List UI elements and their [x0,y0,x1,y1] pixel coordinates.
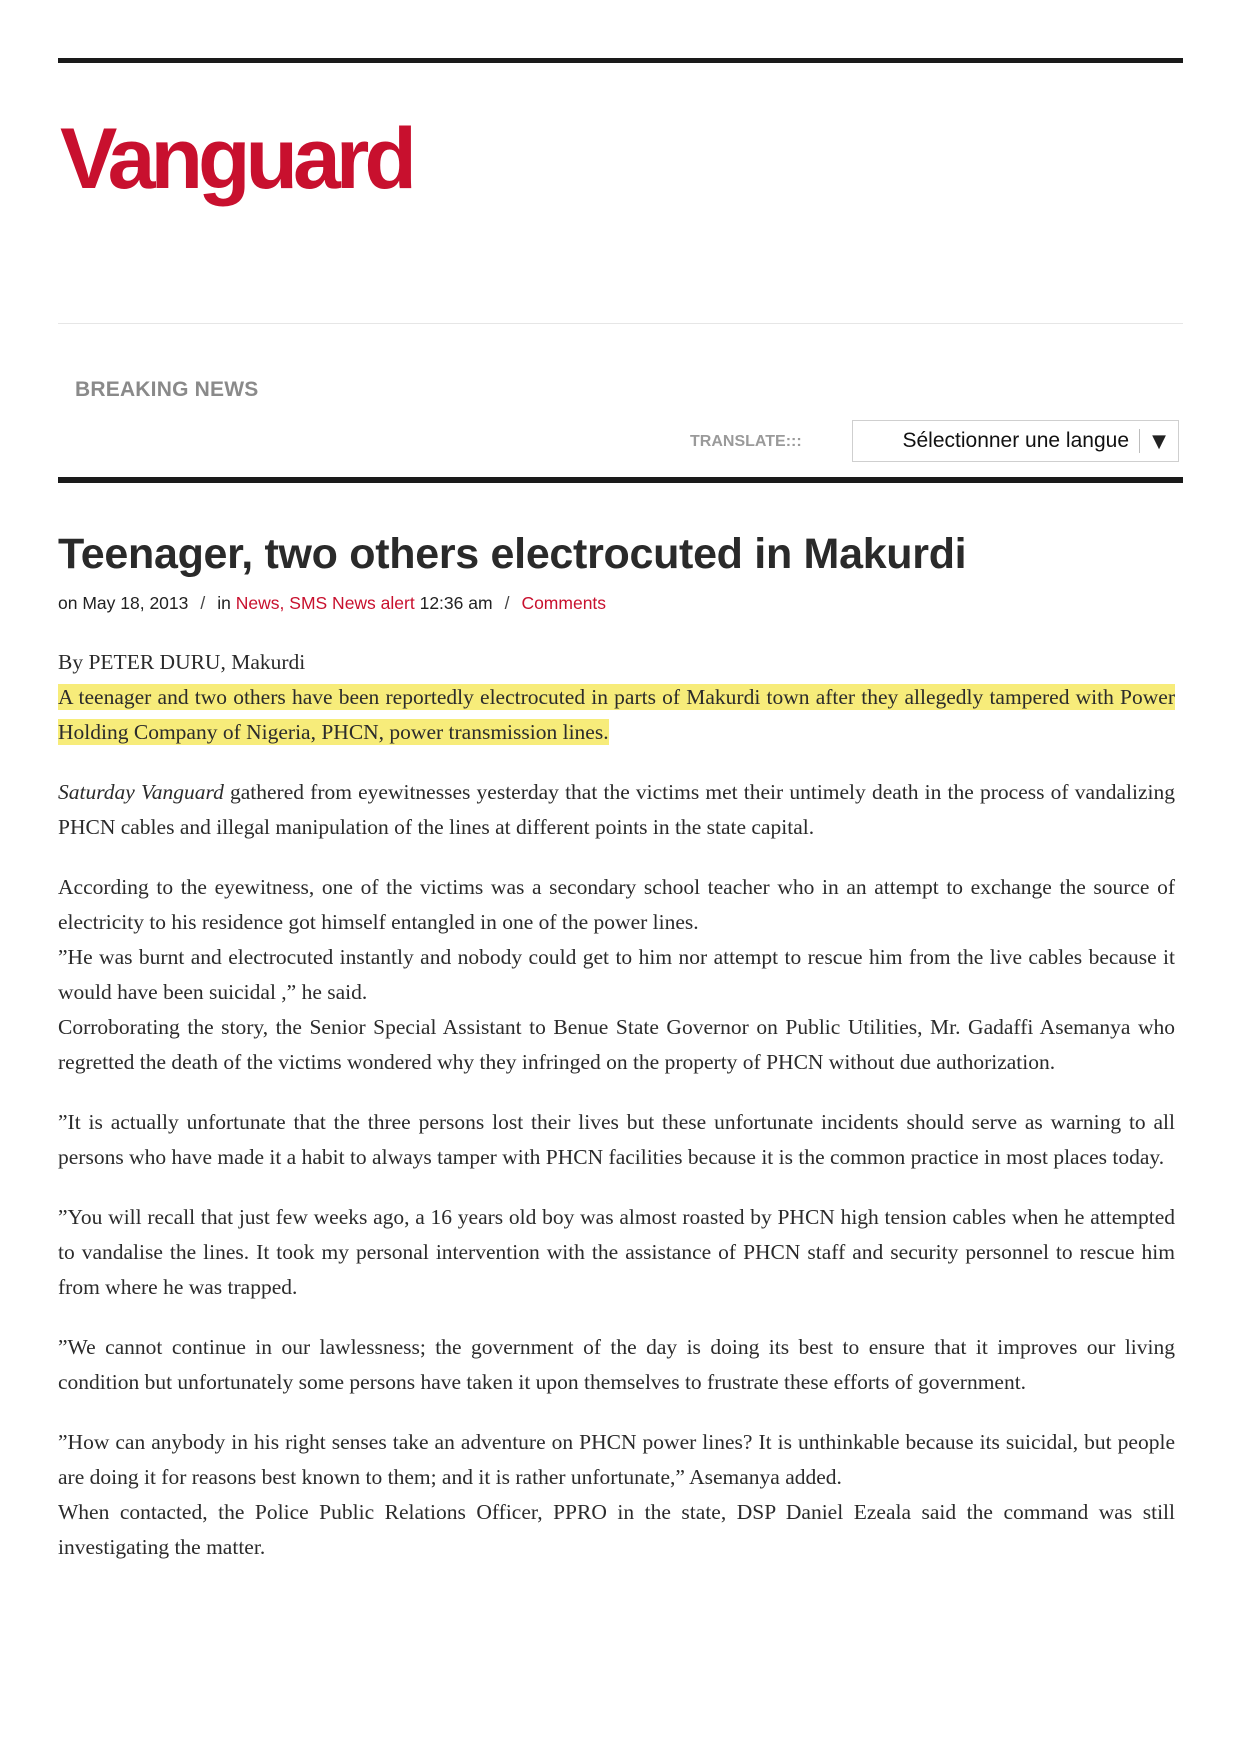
paragraph: ”You will recall that just few weeks ago, a 16 years old boy was almost roasted by PHCN high tension cables when he attempted to vandalise the lines. It took my personal intervention with the assistance of PHCN staff and security personnel to rescue him from where he was trapped. [58,1205,1175,1299]
article-title: Teenager, two others electrocuted in Makurdi [58,530,967,578]
article-body [58,645,1175,1565]
meta-slash: / [504,593,510,613]
paragraph: When contacted, the Police Public Relations Officer, PPRO in the state, DSP Daniel Ezeala said the command was still investigating the matter. [58,1500,1175,1559]
paragraph-text: gathered from eyewitnesses yesterday that the victims met their untimely death in the process of vandalizing PHCN cables and illegal manipulation of the lines at different points in the state capital. [58,780,1176,839]
paragraph: According to the eyewitness, one of the victims was a secondary school teacher who in an attempt to exchange the source of electricity to his residence got himself entangled in one of the power lines. [58,875,1175,934]
highlighted-lead: A teenager and two others have been reportedly electrocuted in parts of Makurdi town after they allegedly tampered with Power Holding Company of Nigeria, PHCN, power transmission lines. [58,685,1175,744]
article-time: 12:36 am [419,593,493,613]
language-select-value: Sélectionner une langue [902,429,1129,452]
nav-bottom-rule [58,477,1183,483]
paragraph: ”He was burnt and electrocuted instantly and nobody could get to him nor attempt to rescue him from the live cables because it would have been suicidal ,” he said. [58,945,1175,1004]
top-rule [58,58,1183,63]
meta-in: in [217,593,231,613]
breaking-news-label[interactable]: BREAKING NEWS [75,378,259,401]
chevron-down-icon[interactable]: ▼ [1152,430,1166,452]
translate-label: TRANSLATE::: [690,433,802,450]
paragraph: Corroborating the story, the Senior Special Assistant to Benue State Governor on Public Utilities, Mr. Gadaffi Asemanya who regretted the death of the victims wondered why they infringed on the property of PHCN without due authorization. [58,1015,1175,1074]
publication-name: Saturday Vanguard [58,780,224,804]
comments-link[interactable]: Comments [521,593,607,613]
header-divider [58,323,1183,324]
category-separator: , [279,593,285,613]
category-link-sms-news-alert[interactable]: SMS News alert [289,593,415,613]
article-date: on May 18, 2013 [58,593,189,613]
meta-slash: / [200,593,206,613]
vanguard-logo[interactable] [58,108,478,218]
paragraph: ”How can anybody in his right senses take an adventure on PHCN power lines? It is unthinkable because its suicidal, but people are doing it for reasons best known to them; and it is rather unfortunate,” Asemanya added. [58,1430,1175,1489]
paragraph [58,775,1175,845]
language-select[interactable] [852,420,1179,462]
paragraph: ”We cannot continue in our lawlessness; the government of the day is doing its best to ensure that it improves our living condition but unfortunately some persons have taken it upon themselves to frustrate these efforts of government. [58,1335,1175,1394]
byline: By PETER DURU, Makurdi [58,650,306,674]
article-meta [58,593,606,614]
lead-paragraph [58,680,1175,750]
category-link-news[interactable]: News [235,593,280,613]
paragraph: ”It is actually unfortunate that the three persons lost their lives but these unfortunate incidents should serve as warning to all persons who have made it a habit to always tamper with PHCN facilities because it is the common practice in most places today. [58,1110,1175,1169]
logo-text: Vanguard [60,111,412,207]
